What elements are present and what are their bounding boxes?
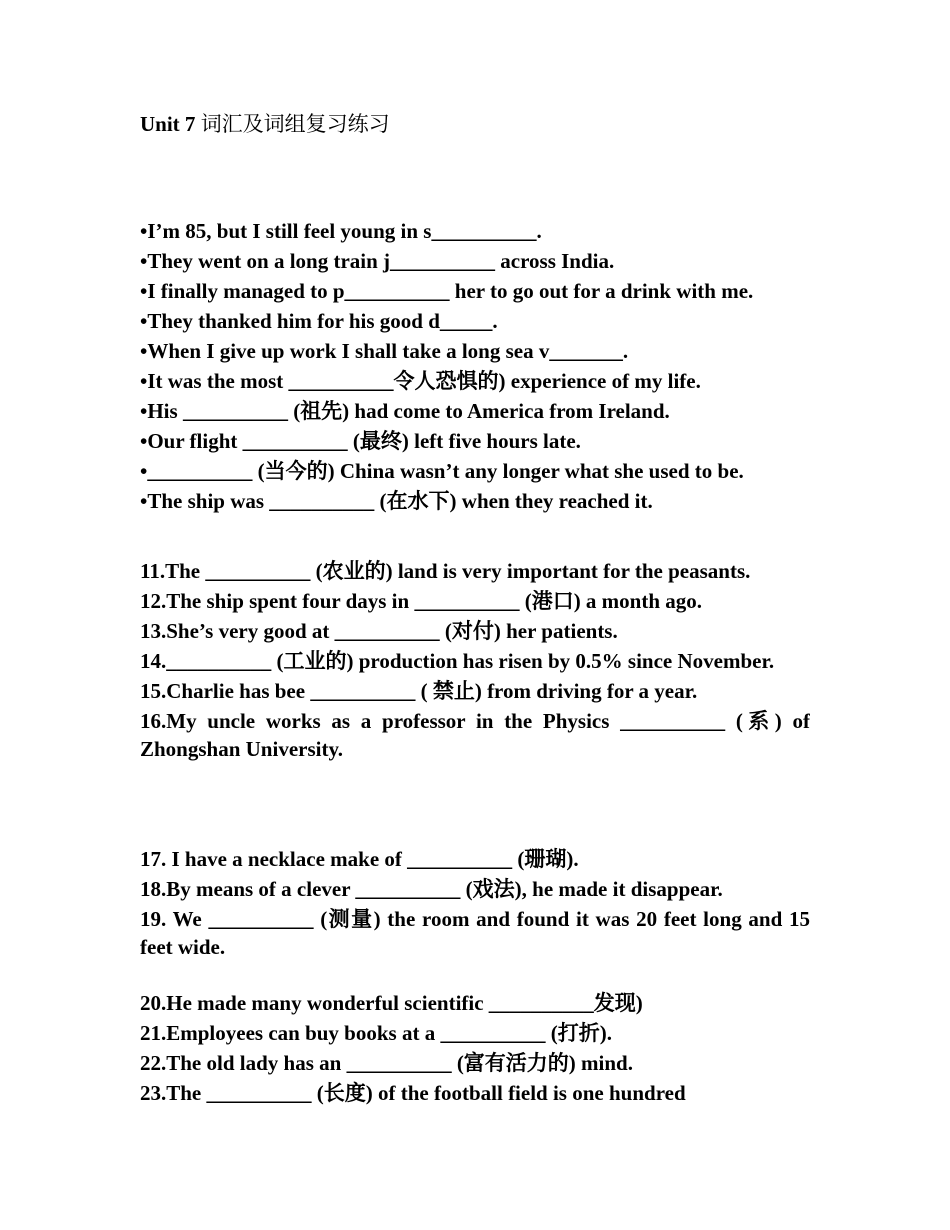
exercise-item: •Our flight __________ (最终) left five hours late. bbox=[140, 429, 581, 453]
exercise-item: •His __________ (祖先) had come to America from Ireland. bbox=[140, 399, 670, 423]
title-chinese: 词汇及词组复习练习 bbox=[195, 112, 390, 136]
exercise-item: 22.The old lady has an __________ (富有活力的) mind. bbox=[140, 1051, 633, 1075]
exercise-item: 18.By means of a clever __________ (戏法), he made it disappear. bbox=[140, 877, 723, 901]
exercise-item: 19. We __________ (测量) the room and found it was 20 feet long and 15 feet wide. bbox=[140, 907, 810, 959]
exercise-item: 11.The __________ (农业的) land is very important for the peasants. bbox=[140, 559, 751, 583]
exercise-item: •I finally managed to p__________ her to go out for a drink with me. bbox=[140, 279, 754, 303]
exercise-item: •__________ (当今的) China wasn’t any longer what she used to be. bbox=[140, 459, 744, 483]
exercise-section-1 bbox=[140, 217, 810, 517]
title-unit: Unit 7 bbox=[140, 112, 196, 136]
exercise-item: 20.He made many wonderful scientific __________发现) bbox=[140, 991, 643, 1015]
exercise-item: 21.Employees can buy books at a __________ (打折). bbox=[140, 1021, 612, 1045]
exercise-item: 23.The __________ (长度) of the football field is one hundred bbox=[140, 1081, 686, 1105]
exercise-section-4 bbox=[140, 989, 810, 1109]
exercise-item: 13.She’s very good at __________ (对付) her patients. bbox=[140, 619, 618, 643]
exercise-section-2 bbox=[140, 557, 810, 765]
exercise-item: 15.Charlie has bee __________ ( 禁止) from driving for a year. bbox=[140, 679, 698, 703]
page-title bbox=[140, 108, 390, 138]
exercise-item: •When I give up work I shall take a long sea v_______. bbox=[140, 339, 629, 363]
exercise-item: 14.__________ (工业的) production has risen by 0.5% since November. bbox=[140, 649, 775, 673]
exercise-section-3 bbox=[140, 845, 810, 963]
exercise-item: •They thanked him for his good d_____. bbox=[140, 309, 498, 333]
exercise-item: 16.My uncle works as a professor in the Physics __________ (系) of Zhongshan University. bbox=[140, 709, 810, 761]
exercise-item: •They went on a long train j__________ across India. bbox=[140, 249, 615, 273]
exercise-item: •The ship was __________ (在水下) when they reached it. bbox=[140, 489, 653, 513]
exercise-item: 12.The ship spent four days in __________ (港口) a month ago. bbox=[140, 589, 703, 613]
exercise-item: •I’m 85, but I still feel young in s__________. bbox=[140, 219, 542, 243]
exercise-item: 17. I have a necklace make of __________ (珊瑚). bbox=[140, 847, 579, 871]
exercise-item: •It was the most __________令人恐惧的) experience of my life. bbox=[140, 369, 701, 393]
